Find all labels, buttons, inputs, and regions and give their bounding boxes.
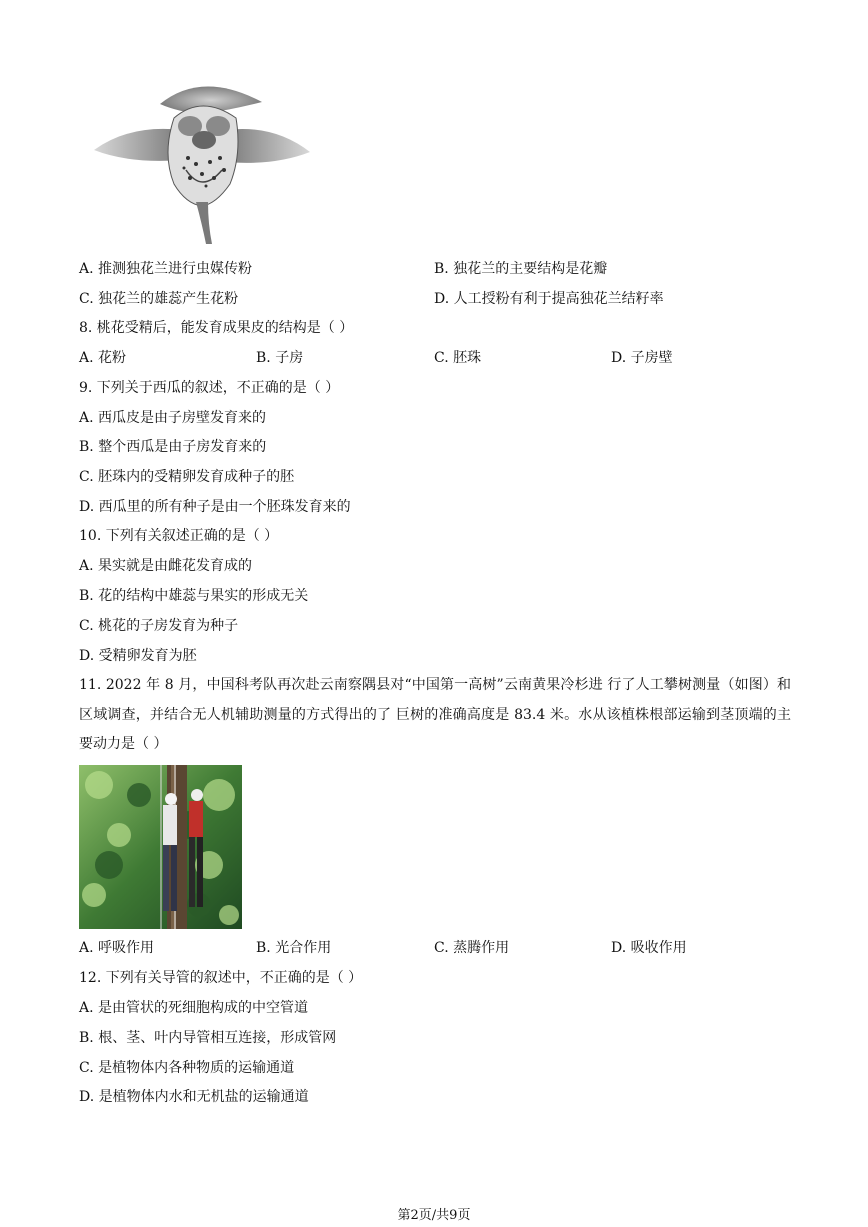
q12-option-d: D. 是植物体内水和无机盐的运输通道: [79, 1089, 309, 1105]
q12-stem: 12. 下列有关导管的叙述中，不正确的是（ ）: [79, 970, 363, 986]
q7-option-b: B. 独花兰的主要结构是花瓣: [434, 261, 608, 277]
q10-option-b: B. 花的结构中雄蕊与果实的形成无关: [79, 588, 309, 604]
q9-option-c: C. 胚珠内的受精卵发育成种子的胚: [79, 469, 295, 485]
q12-option-c: C. 是植物体内各种物质的运输通道: [79, 1060, 295, 1076]
q11-option-a: A. 呼吸作用: [79, 940, 155, 956]
q8-option-a: A. 花粉: [79, 350, 127, 366]
page-number: 第2页/共9页: [397, 1208, 471, 1223]
q11-option-b: B. 光合作用: [256, 940, 332, 956]
q9-option-b: B. 整个西瓜是由子房发育来的: [79, 439, 267, 455]
q10-option-c: C. 桃花的子房发育为种子: [79, 618, 239, 634]
q11-option-c: C. 蒸腾作用: [434, 940, 510, 956]
q8-option-b: B. 子房: [256, 350, 304, 366]
q11-stem: 11. 2022 年 8 月，中国科考队再次赴云南察隅县对“中国第一高树”云南黄果冷杉进 行了人工攀树测量（如图）和区域调查，并结合无人机辅助测量的方式得出的了 巨树的准确高度是 83.4 米。水从该植株根部运输到茎顶端的主要动力是（ ）: [79, 677, 791, 752]
q7-option-c: C. 独花兰的雄蕊产生花粉: [79, 291, 239, 307]
tree-climbing-photo: [79, 765, 242, 929]
q8-stem: 8. 桃花受精后，能发育成果皮的结构是（ ）: [79, 320, 354, 336]
q7-option-d: D. 人工授粉有利于提高独花兰结籽率: [434, 291, 664, 307]
q12-option-b: B. 根、茎、叶内导管相互连接，形成管网: [79, 1030, 337, 1046]
q7-option-a: A. 推测独花兰进行虫媒传粉: [79, 261, 253, 277]
q11-option-d: D. 吸收作用: [611, 940, 687, 956]
q12-option-a: A. 是由管状的死细胞构成的中空管道: [79, 1000, 309, 1016]
q9-option-d: D. 西瓜里的所有种子是由一个胚珠发育来的: [79, 499, 351, 515]
q9-stem: 9. 下列关于西瓜的叙述，不正确的是（ ）: [79, 380, 340, 396]
q10-option-d: D. 受精卵发育为胚: [79, 648, 197, 664]
q9-option-a: A. 西瓜皮是由子房壁发育来的: [79, 410, 267, 426]
orchid-flower-image: [90, 74, 314, 246]
q8-option-c: C. 胚珠: [434, 350, 482, 366]
q8-option-d: D. 子房壁: [611, 350, 673, 366]
q10-stem: 10. 下列有关叙述正确的是（ ）: [79, 528, 279, 544]
q10-option-a: A. 果实就是由雌花发育成的: [79, 558, 253, 574]
